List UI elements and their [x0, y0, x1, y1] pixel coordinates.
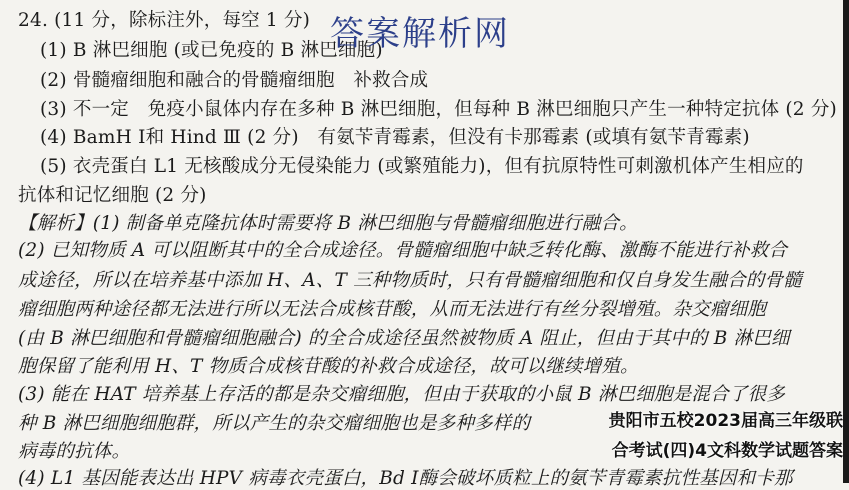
- analysis-2-line-3: 瘤细胞两种途径都无法进行所以无法合成核苷酸，从而无法进行有丝分裂增殖。杂交瘤细胞: [18, 299, 767, 320]
- analysis-2-line-4: (由 B 淋巴细胞和骨髓瘤细胞融合) 的全合成途径虽然被物质 A 阻止，但由于其中的 B 淋巴细: [18, 328, 790, 349]
- analysis-3-line-1: (3) 能在 HAT 培养基上存活的都是杂交瘤细胞，但由于获取的小鼠 B 淋巴细胞是混合了很多: [18, 384, 785, 405]
- answer-1: (1) B 淋巴细胞 (或已免疫的 B 淋巴细胞): [40, 40, 383, 61]
- answer-4: (4) BamH Ⅰ和 Hind Ⅲ (2 分) 有氨苄青霉素，但没有卡那霉素 (或填有氨苄青霉素): [40, 127, 750, 148]
- answer-5-cont: 抗体和记忆细胞 (2 分): [18, 185, 207, 206]
- analysis-2-line-1: (2) 已知物质 A 可以阻断其中的全合成途径。骨髓瘤细胞中缺乏转化酶、激酶不能进行补救合: [18, 240, 788, 261]
- question-header: 24. (11 分，除标注外，每空 1 分): [18, 10, 311, 31]
- scan-edge: [843, 0, 849, 483]
- watermark-bottom-line-2: 合考试(四)4文科数学试题答案: [611, 441, 843, 461]
- analysis-2-line-2: 成途径，所以在培养基中添加 H、A、T 三种物质时，只有骨髓瘤细胞和仅自身发生融合的骨髓: [18, 270, 802, 291]
- analysis-3-line-2: 种 B 淋巴细胞细胞群，所以产生的杂交瘤细胞也是多种多样的: [18, 413, 531, 434]
- answer-2: (2) 骨髓瘤细胞和融合的骨髓瘤细胞 补救合成: [40, 70, 429, 91]
- watermark-top: 答案解析网: [330, 14, 510, 54]
- analysis-4-line-1: (4) L1 基因能表达出 HPV 病毒衣壳蛋白，Bd Ⅰ酶会破坏质粒上的氨苄青霉素抗性基因和卡那: [18, 468, 793, 489]
- watermark-bottom-line-1: 贵阳市五校2023届高三年级联: [608, 411, 843, 431]
- analysis-3-line-3: 病毒的抗体。: [18, 441, 131, 462]
- analysis-2-line-5: 胞保留了能利用 H、T 物质合成核苷酸的补救合成途径，故可以继续增殖。: [18, 356, 639, 377]
- answer-5: (5) 衣壳蛋白 L1 无核酸成分无侵染能力 (或繁殖能力)，但有抗原特性可刺激机体产生相应的: [40, 156, 804, 177]
- answer-3: (3) 不一定 免疫小鼠体内存在多种 B 淋巴细胞，但每种 B 淋巴细胞只产生一种特定抗体 (2 分): [40, 99, 837, 120]
- analysis-1: 【解析】(1) 制备单克隆抗体时需要将 B 淋巴细胞与骨髓瘤细胞进行融合。: [18, 213, 638, 234]
